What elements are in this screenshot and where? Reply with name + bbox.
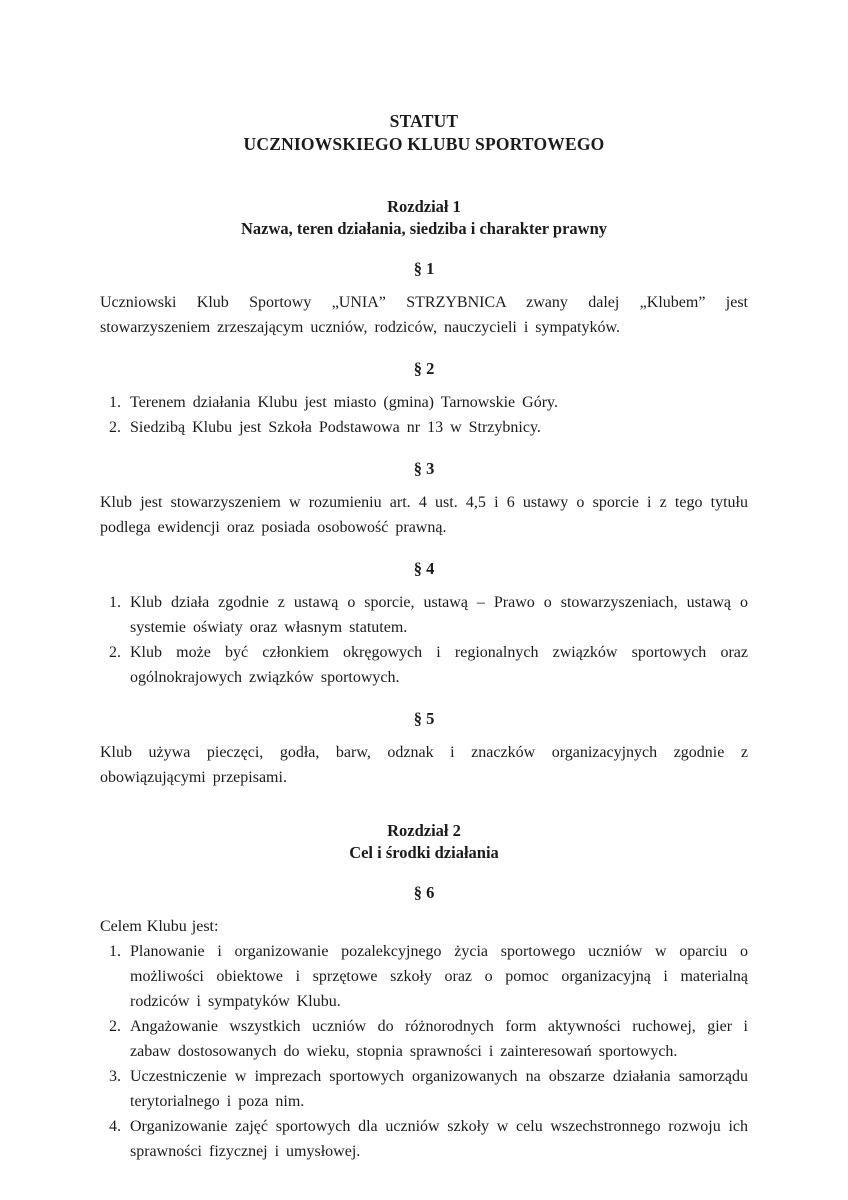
list-item: 3. Uczestniczenie w imprezach sportowych organizowanych na obszarze działania samorządu terytorialnego i poza nim.: [128, 1064, 748, 1114]
list-item: 1. Terenem działania Klubu jest miasto (gmina) Tarnowskie Góry.: [128, 390, 748, 415]
section-2-mark: § 2: [413, 359, 435, 378]
section-1-paragraph: Uczniowski Klub Sportowy „UNIA” STRZYBNICA zwany dalej „Klubem” jest stowarzyszeniem zrzeszającym uczniów, rodziców, nauczycieli i sympatyków.: [100, 294, 748, 336]
section-6-intro: Celem Klubu jest:: [100, 918, 219, 935]
section-3-mark: § 3: [413, 459, 435, 478]
chapter-1-subtitle: Nazwa, teren działania, siedziba i charakter prawny: [240, 219, 608, 238]
document-title-line2: UCZNIOWSKIEGO KLUBU SPORTOWEGO: [243, 134, 605, 154]
document-title-line1: STATUT: [389, 111, 459, 131]
chapter-1-title: Rozdział 1: [387, 197, 461, 216]
section-4-mark: § 4: [413, 559, 435, 578]
list-item: 4. Organizowanie zajęć sportowych dla uczniów szkoły w celu wszechstronnego rozwoju ich sprawności fizycznej i umysłowej.: [128, 1114, 748, 1164]
chapter-2-title: Rozdział 2: [387, 821, 461, 840]
chapter-2-heading: [100, 820, 748, 864]
section-5-mark: § 5: [413, 709, 435, 728]
section-5-paragraph: Klub używa pieczęci, godła, barw, odznak i znaczków organizacyjnych zgodnie z obowiązującymi przepisami.: [100, 744, 748, 786]
chapter-2-subtitle: Cel i środki działania: [349, 843, 499, 862]
list-item: 2. Siedzibą Klubu jest Szkoła Podstawowa nr 13 w Strzybnicy.: [128, 415, 748, 440]
section-3-paragraph: Klub jest stowarzyszeniem w rozumieniu art. 4 ust. 4,5 i 6 ustawy o sporcie i z tego tytułu podlega ewidencji oraz posiada osobowość prawną.: [100, 494, 748, 536]
section-6-mark: § 6: [413, 883, 435, 902]
list-item: 1. Planowanie i organizowanie pozalekcyjnego życia sportowego uczniów w oparciu o możliwości obiektowe i sprzętowe szkoły oraz o pomoc organizacyjną i materialną rodziców i sympatyków Klubu.: [128, 939, 748, 1014]
section-6-list: [100, 939, 748, 1164]
list-item: 2. Klub może być członkiem okręgowych i regionalnych związków sportowych oraz ogólnokrajowych związków sportowych.: [128, 640, 748, 690]
section-1-mark: § 1: [413, 259, 435, 278]
document-title: [100, 110, 748, 156]
list-item: 1. Klub działa zgodnie z ustawą o sporcie, ustawą – Prawo o stowarzyszeniach, ustawą o systemie oświaty oraz własnym statutem.: [128, 590, 748, 640]
section-2-list: [100, 390, 748, 440]
chapter-1-heading: [100, 196, 748, 240]
section-4-list: [100, 590, 748, 690]
list-item: 2. Angażowanie wszystkich uczniów do różnorodnych form aktywności ruchowej, gier i zabaw dostosowanych do wieku, stopnia sprawności i zainteresowań sportowych.: [128, 1014, 748, 1064]
